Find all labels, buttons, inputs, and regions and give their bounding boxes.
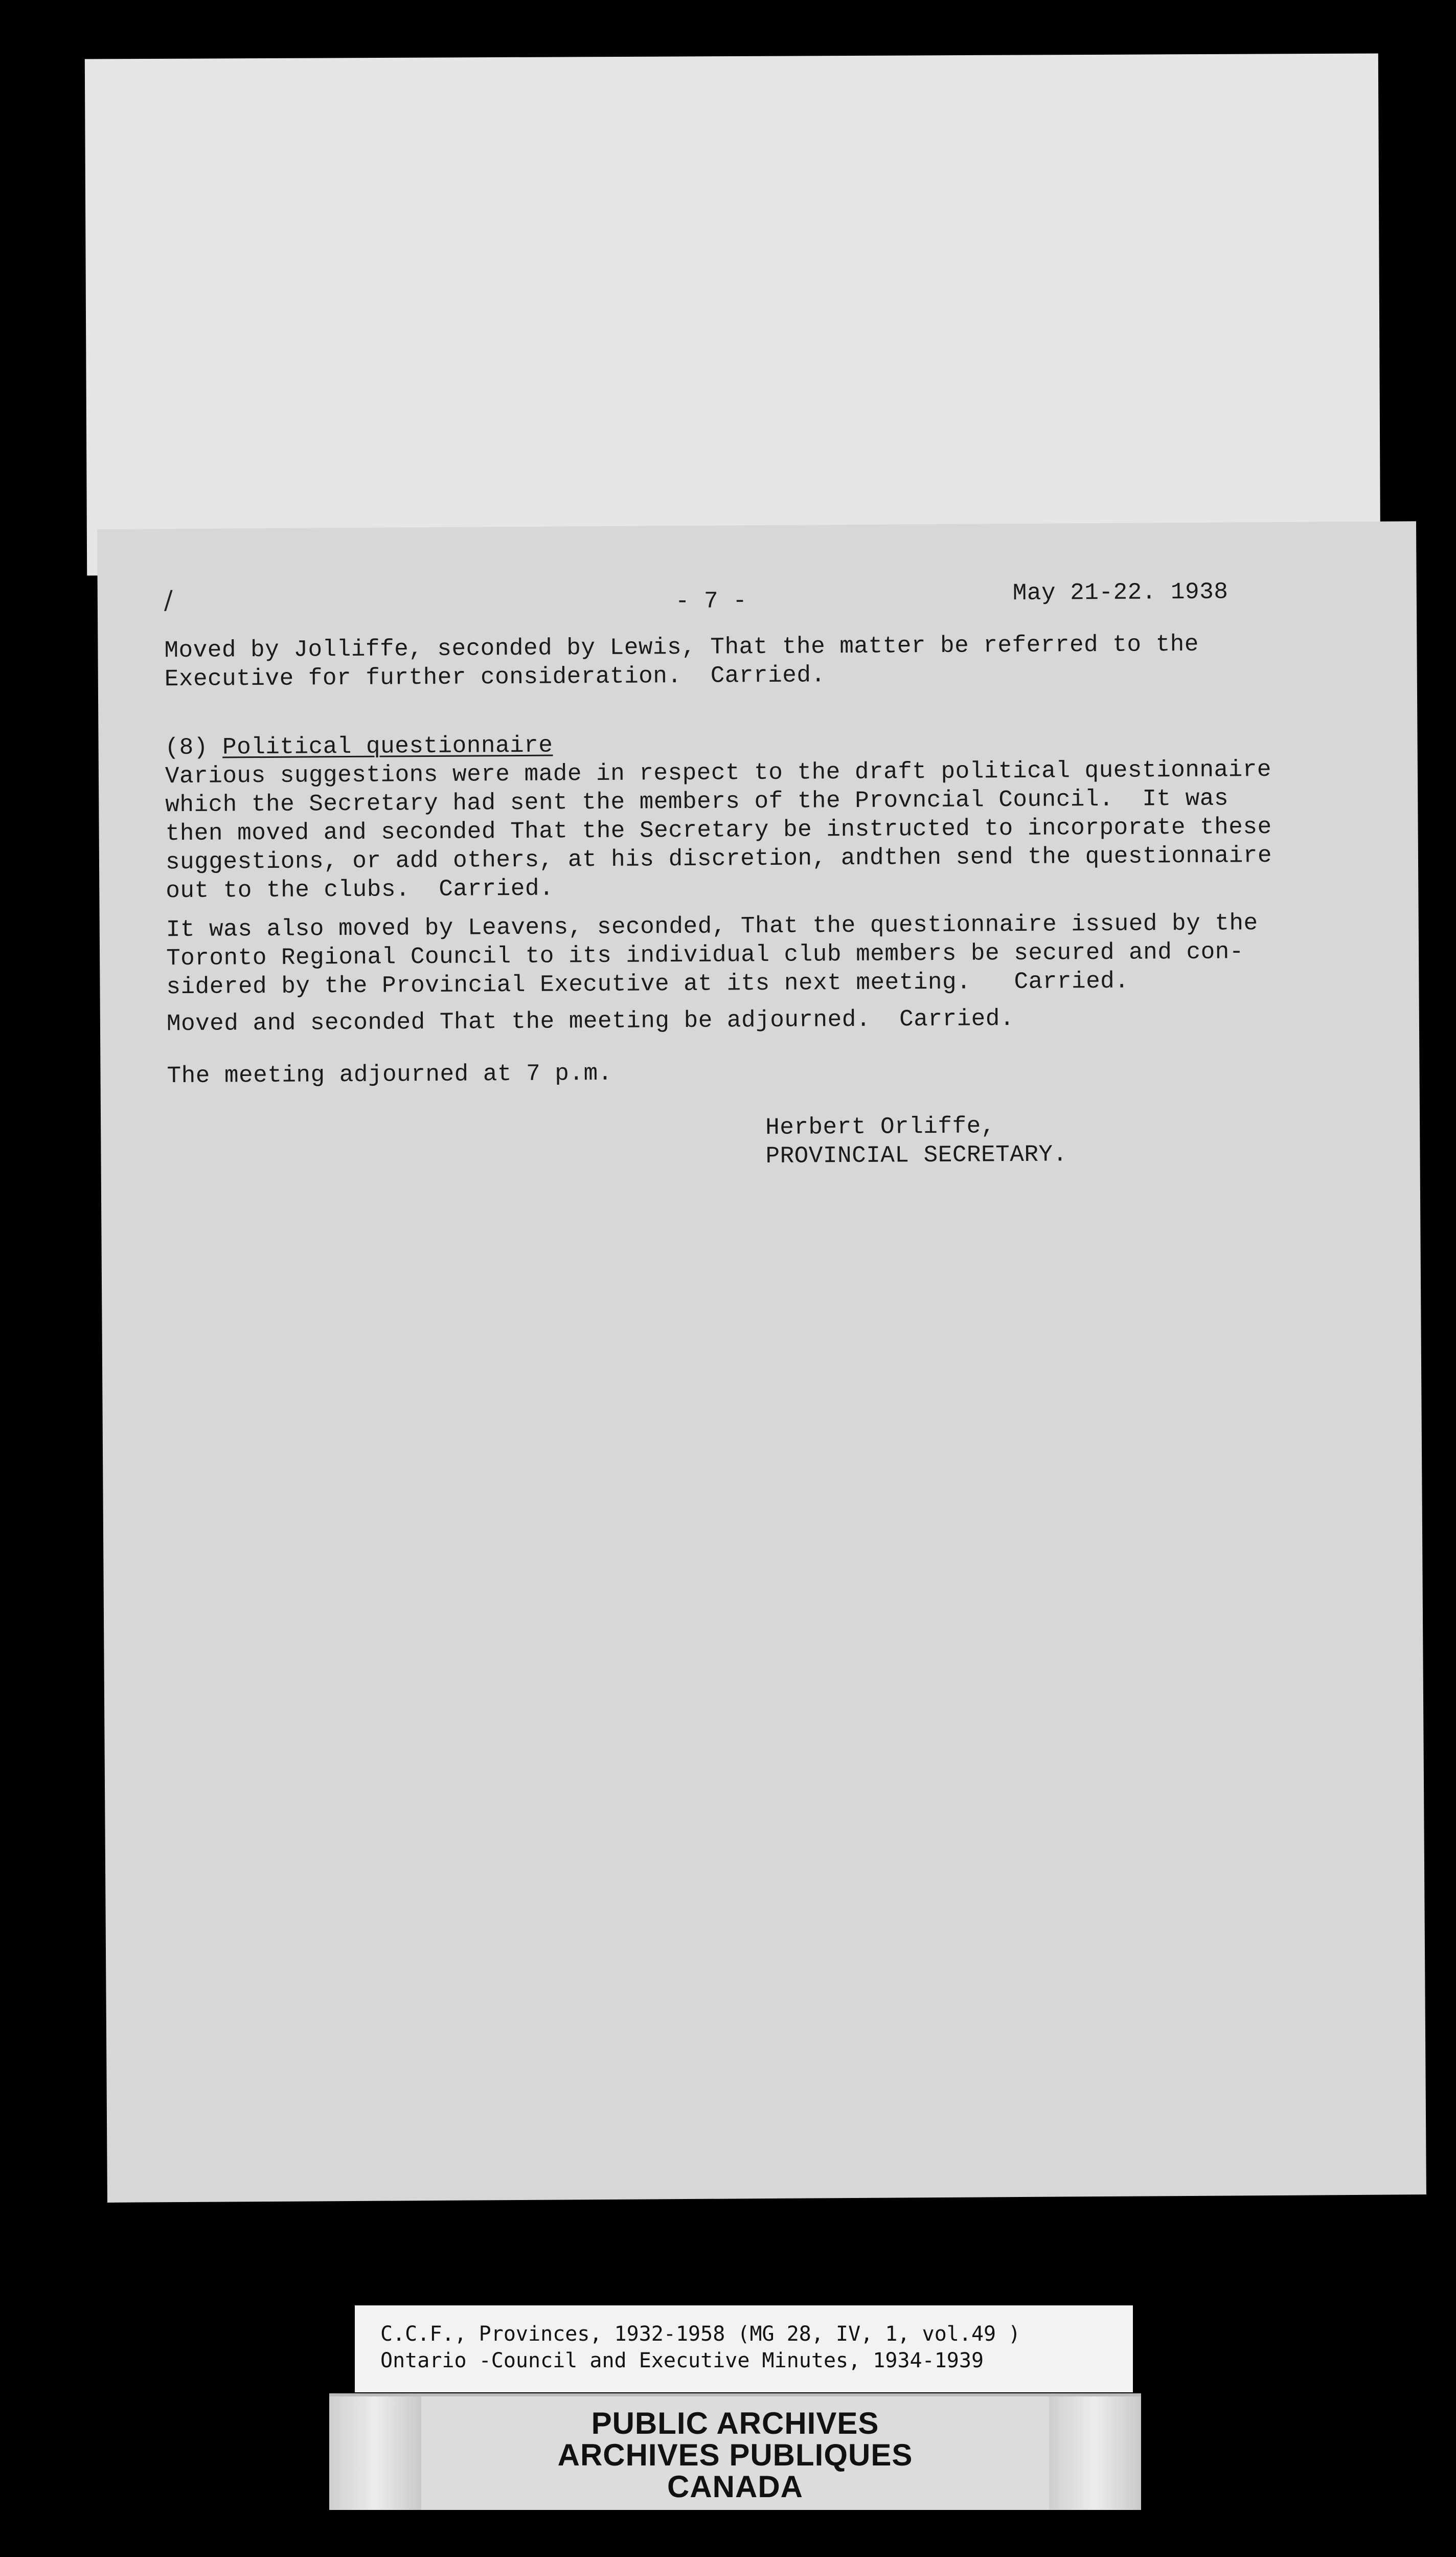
leavens-motion-paragraph: It was also moved by Leavens, seconded, That the questionnaire issued by the Toronto Regional Council to its individual club members be secured and con- sidered by the Provincial Executive at its next meeting. Carried. — [166, 910, 1258, 1001]
stamp-text — [329, 2408, 1141, 2503]
archive-label-line1: C.C.F., Provinces, 1932-1958 (MG 28, IV, 1, vol.49 ) — [380, 2322, 1021, 2346]
signature-block — [765, 1111, 1067, 1171]
questionnaire-paragraph: Various suggestions were made in respect to the draft political questionnaire which the Secretary had sent the members of the Provncial Council. It was then moved and seconded That the Secretary be instructed to incorporate these suggestions, or add others, at his discretion, andthen send the questionnaire out to the clubs. Carried. — [165, 756, 1272, 905]
stamp-line1: PUBLIC ARCHIVES — [591, 2406, 879, 2440]
minutes-page — [97, 521, 1426, 2203]
adjourned-time-paragraph: The meeting adjourned at 7 p.m. — [167, 1060, 612, 1090]
stamp-line3: CANADA — [667, 2470, 803, 2504]
section-number: (8) — [165, 734, 223, 761]
signature-name: Herbert Orliffe, — [765, 1113, 995, 1141]
meeting-date: May 21-22. 1938 — [1012, 578, 1228, 607]
page-number: - 7 - — [675, 588, 747, 615]
back-paper-sheet — [85, 53, 1380, 575]
stamp-line2: ARCHIVES PUBLIQUES — [557, 2438, 913, 2472]
section-title: Political questionnaire — [222, 732, 553, 761]
adjourn-motion-paragraph: Moved and seconded That the meeting be adjourned. Carried. — [166, 1005, 1015, 1038]
archive-label-line2: Ontario -Council and Executive Minutes, 1934-1939 — [380, 2349, 984, 2372]
archive-reference-label — [355, 2305, 1133, 2392]
signature-title: PROVINCIAL SECRETARY. — [765, 1141, 1067, 1170]
section-heading — [165, 731, 553, 762]
motion-referral-paragraph: Moved by Jolliffe, seconded by Lewis, That the matter be referred to the Executive for further consideration. Carried. — [164, 631, 1199, 693]
public-archives-stamp — [329, 2393, 1141, 2510]
handwritten-tick-mark: / — [164, 585, 173, 615]
